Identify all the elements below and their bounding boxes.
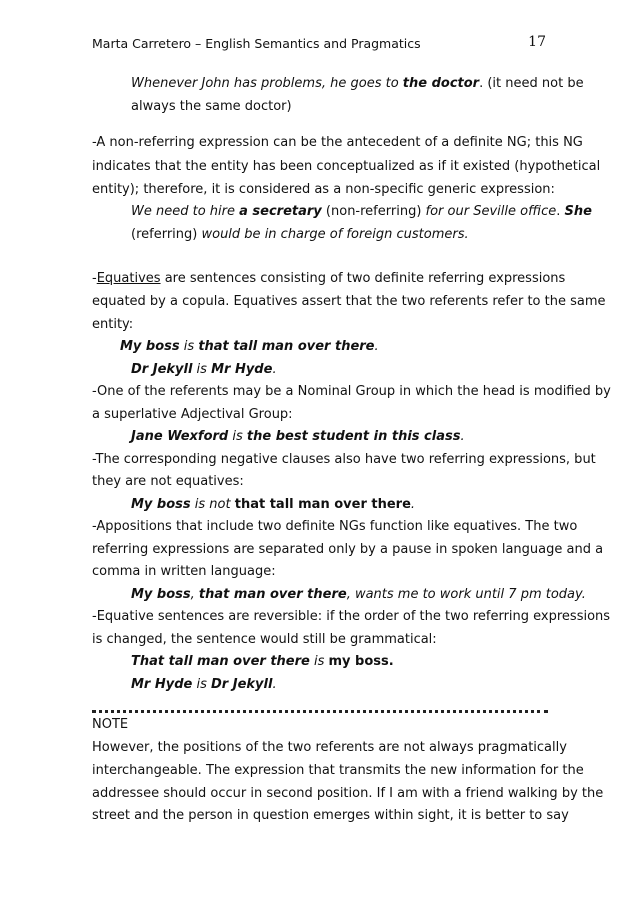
example-text: . [374,339,379,354]
example-emphasis: that man over there [198,587,347,602]
example-emphasis: my boss. [328,654,394,669]
example-text: . [556,204,565,219]
example-emphasis: My boss [120,339,180,354]
body-line: they are not equatives: [92,474,244,489]
example-text: is [179,339,199,354]
example-text: . [272,677,277,692]
example-emphasis: the doctor [402,76,480,91]
example-line [131,227,548,243]
body-line: referring expressions are separated only by a pause in spoken language and a [92,542,604,557]
note-line: street and the person in question emerges within sight, it is better to say [92,808,569,823]
header-title: Marta Carretero – English Semantics and Pragmatics [92,36,421,51]
example-line [120,339,576,355]
example-emphasis: Dr Jekyll [211,677,273,692]
example-line [131,362,548,378]
example-text: (non-referring) [321,204,426,219]
example-emphasis: Jane Wexford [131,429,229,444]
example-text: is [228,429,247,444]
body-line: comma in written language: [92,564,276,579]
body-line: -A non-referring expression can be the antecedent of a definite NG; this NG [92,135,583,150]
body-line: -Appositions that include two definite NGs function like equatives. The two [92,519,578,534]
example-text: (referring) [131,227,202,242]
example-emphasis: My boss [131,497,191,512]
body-line: -One of the referents may be a Nominal Group in which the head is modified by [92,384,611,399]
example-text: is [192,677,212,692]
example-text: for our Seville office [425,204,557,219]
example-emphasis: Mr Hyde [131,677,193,692]
example-text: We need to hire [131,204,240,219]
example-emphasis: My boss [131,587,191,602]
example-line [131,429,548,445]
body-line: -The corresponding negative clauses also have two referring expressions, but [92,452,596,467]
body-line: indicates that the entity has been conceptualized as if it existed (hypothetical [92,159,601,174]
example-text: , wants me to work until 7 pm today. [346,587,586,602]
example-line [131,76,584,92]
example-text: , [190,587,199,602]
example-emphasis: Dr Jekyll [131,362,193,377]
body-line: entity: [92,317,134,332]
example-emphasis: that tall man over there [198,339,375,354]
body-line: equated by a copula. Equatives assert that the two referents refer to the same [92,294,606,309]
example-line: always the same doctor) [131,99,292,114]
example-emphasis: a secretary [239,204,322,219]
example-text: . [272,362,277,377]
note-line: addressee should occur in second position. If I am with a friend walking by the [92,786,604,801]
example-line [131,654,548,670]
example-text: . (it need not be [479,76,584,91]
term-underlined: Equatives [96,271,161,286]
example-line [131,587,586,603]
example-emphasis: Mr Hyde [211,362,273,377]
note-line: However, the positions of the two referents are not always pragmatically [92,740,567,755]
example-text: is [309,654,329,669]
body-line: entity); therefore, it is considered as a non-specific generic expression: [92,182,555,197]
note-line: interchangeable. The expression that transmits the new information for the [92,763,584,778]
example-emphasis: that tall man over there [234,497,411,512]
example-emphasis: She [564,204,592,219]
example-emphasis: That tall man over there [131,654,310,669]
example-line [131,497,548,513]
body-line: -Equative sentences are reversible: if the order of the two referring expressions [92,609,611,624]
body-line: a superlative Adjectival Group: [92,407,293,422]
example-text: is not [190,497,235,512]
body-line: is changed, the sentence would still be grammatical: [92,632,437,647]
note-divider [92,710,548,713]
example-emphasis: the best student in this class [246,429,461,444]
example-text: Whenever John has problems, he goes to [131,76,403,91]
body-text: - [92,271,97,286]
body-text: are sentences consisting of two definite referring expressions [160,271,566,286]
example-text: . [410,497,416,512]
example-text: . [460,429,465,444]
page-number: 17 [528,34,546,50]
example-line [131,204,592,220]
body-line [92,271,566,287]
example-text: would be in charge of foreign customers. [201,227,469,242]
example-line [131,677,548,693]
example-text: is [192,362,212,377]
note-title: NOTE [92,717,129,732]
